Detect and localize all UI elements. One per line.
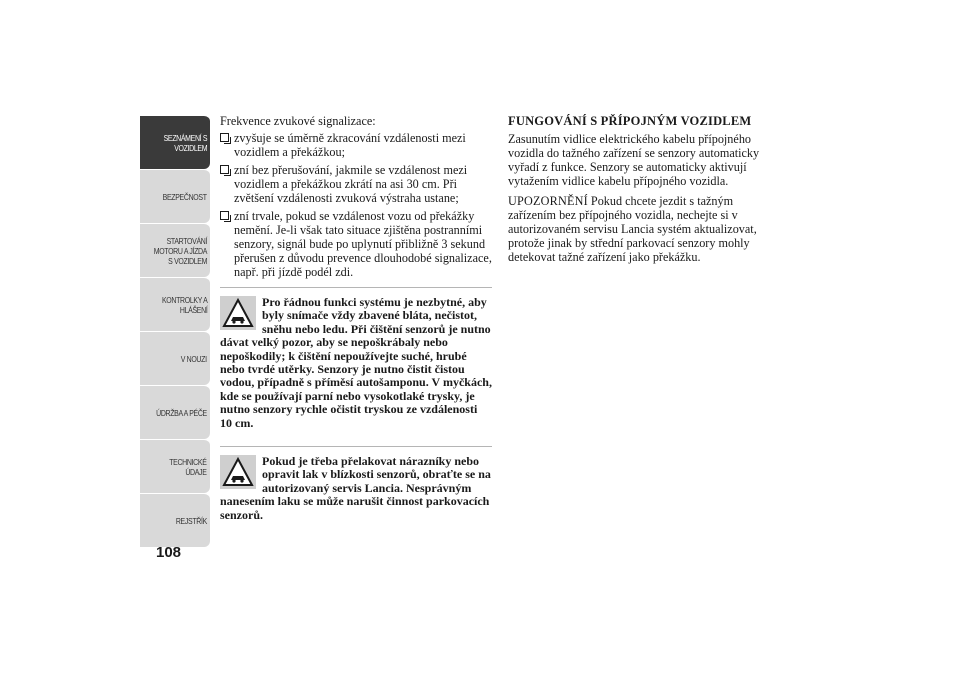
warning-text: Pokud je třeba přelakovat nárazníky nebo opravit lak v blízkosti senzorů, obraťte se na autorizovaný servis Lancia. Nesprávným nanesením laku se může narušit činnost parkovacích senzorů.	[220, 454, 491, 522]
tab-udrzba[interactable]	[140, 385, 210, 439]
left-column	[220, 114, 492, 283]
warning-text: Pro řádnou funkci systému je nezbytné, aby byly snímače vždy zbavené bláta, nečistot, sněhu nebo ledu. Při čištění senzorů je nutno dávat velký pozor, aby se nepoškrábaly nebo nepoškodily; k čištění nepoužívejte suché, hrubé nebo tvrdé utěrky. Senzory je nutno čistit čistou vodou, případně s příměsí autošamponu. V myčkách, kde se používají parní nebo vysokotlaké trysky, je nutno senzory rychle očistit tryskou ze vzdálenosti 10 cm.	[220, 295, 492, 430]
tab-technicke[interactable]	[140, 439, 210, 493]
tab-bezpecnost[interactable]	[140, 169, 210, 223]
list-item	[220, 163, 492, 205]
list-item-text: zní bez přerušování, jakmile se vzdálenost mezi vozidlem a překážkou zkrátí na asi 30 cm. Při zvětšení vzdálenosti zvuková výstraha ustane;	[234, 163, 468, 205]
bullet-list	[220, 131, 492, 279]
section-tabs	[140, 115, 210, 547]
tab-label: V NOUZI	[181, 353, 207, 364]
paragraph-note	[508, 194, 770, 264]
list-item	[220, 209, 492, 279]
tab-kontrolky[interactable]	[140, 277, 210, 331]
list-item	[220, 131, 492, 159]
checkbox-bullet-icon	[220, 133, 229, 142]
checkbox-bullet-icon	[220, 211, 229, 220]
car-warning-triangle-icon	[220, 455, 256, 489]
tab-v-nouzi[interactable]	[140, 331, 210, 385]
tab-label: ÚDRŽBA A PÉČE	[156, 407, 207, 418]
intro-text: Frekvence zvukové signalizace:	[220, 114, 376, 128]
tab-label: KONTROLKY A HLÁŠENÍ	[161, 294, 207, 315]
tab-label: SEZNÁMENÍ S VOZIDLEM	[163, 132, 207, 153]
tab-label: BEZPEČNOST	[163, 191, 207, 202]
section-heading: FUNGOVÁNÍ S PŘÍPOJNÝM VOZIDLEM	[508, 114, 752, 128]
tab-rejstrik[interactable]	[140, 493, 210, 547]
note-text: Pokud chcete jezdit s tažným zařízením bez přípojného vozidla, nechejte si v autorizovaném servisu Lancia systém aktualizovat, protože jinak by střední parkovací senzory mohly detekovat tažné zařízení jako překážku.	[508, 194, 757, 264]
right-column	[508, 114, 770, 264]
tab-label: STARTOVÁNÍ MOTORU A JÍZDA S VOZIDLEM	[153, 235, 207, 266]
warning-box-sensors-cleaning	[220, 287, 492, 430]
warning-box-bumper-paint	[220, 446, 492, 522]
tab-startovani[interactable]	[140, 223, 210, 277]
car-warning-triangle-icon	[220, 296, 256, 330]
tab-seznameni[interactable]	[140, 115, 210, 169]
note-label: UPOZORNĚNÍ	[508, 194, 588, 208]
tab-label: TECHNICKÉ ÚDAJE	[169, 456, 207, 477]
tab-label: REJSTŘÍK	[175, 515, 207, 526]
list-item-text: zvyšuje se úměrně zkracování vzdálenosti mezi vozidlem a překážkou;	[234, 131, 466, 159]
paragraph: Zasunutím vidlice elektrického kabelu přípojného vozidla do tažného zařízení se senzory automaticky vyřadí z funkce. Senzory se automaticky aktivují vytažením vidlice kabelu přípojného vozidla.	[508, 132, 760, 188]
checkbox-bullet-icon	[220, 165, 229, 174]
list-item-text: zní trvale, pokud se vzdálenost vozu od překážky nemění. Je-li však tato situace zjištěna postranními senzory, signál bude po uplynutí přibližně 3 sekund přerušen z důvodu prevence dlouhodobé signalizace, např. při jízdě podél zdi.	[234, 209, 492, 279]
page-number: 108	[156, 544, 182, 561]
